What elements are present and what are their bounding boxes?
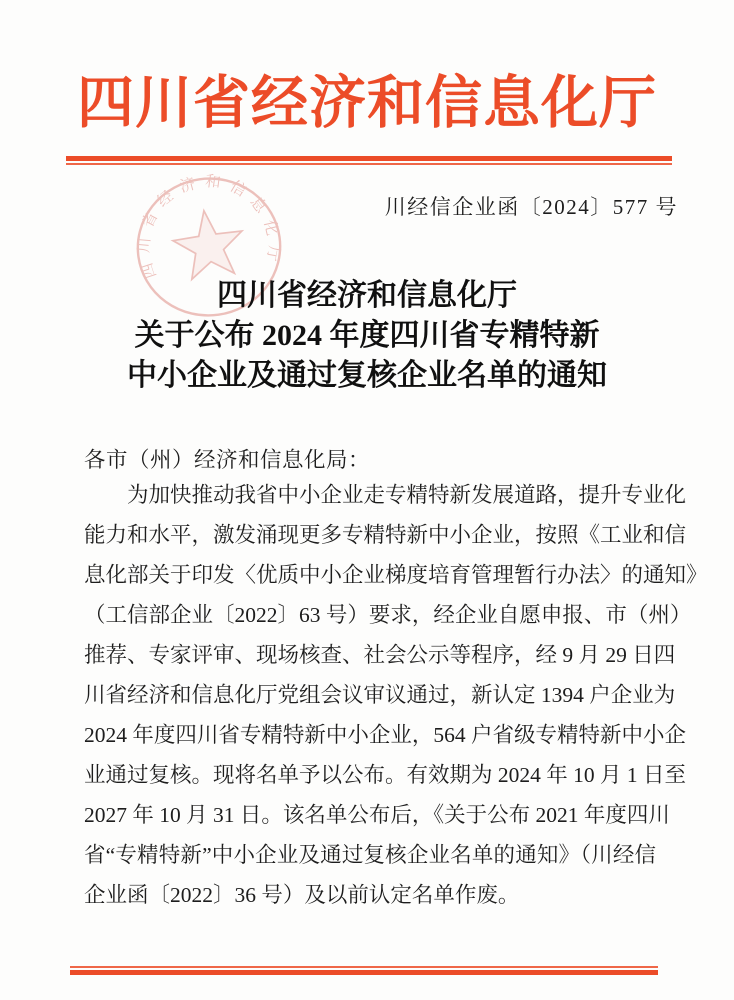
letterhead-divider-thin-line — [66, 163, 672, 165]
star-icon — [169, 206, 247, 281]
body-line: 业通过复核。现将名单予以公布。有效期为 2024 年 10 月 1 日至 — [84, 763, 687, 787]
body-line: 2024 年度四川省专精特新中小企业，564 户省级专精特新中小企 — [84, 723, 687, 747]
body-line: 推荐、专家评审、现场核查、社会公示等程序，经 9 月 29 日四 — [84, 643, 676, 667]
body-line: 息化部关于印发〈优质中小企业梯度培育管理暂行办法〉的通知》 — [84, 563, 708, 587]
salutation: 各市（州）经济和信息化局： — [84, 448, 371, 472]
document-title — [0, 276, 734, 396]
body-line: （工信部企业〔2022〕63 号）要求，经企业自愿申报、市（州） — [84, 603, 692, 627]
body-line: 企业函〔2022〕36 号）及以前认定名单作废。 — [84, 883, 520, 907]
footer-divider-thin-line — [70, 966, 658, 968]
body-line: 能力和水平，激发涌现更多专精特新中小企业，按照《工业和信 — [84, 523, 687, 547]
body-line: 省“专精特新”中小企业及通过复核企业名单的通知》（川经信 — [84, 843, 656, 867]
body-line: 川省经济和信息化厅党组会议审议通过，新认定 1394 户企业为 — [84, 683, 676, 707]
body-line: 2027 年 10 月 31 日。该名单公布后，《关于公布 2021 年度四川 — [84, 803, 670, 827]
agency-letterhead-title: 四川省经济和信息化厅 — [77, 72, 657, 135]
document-title-line: 四川省经济和信息化厅 — [217, 279, 517, 312]
body-paragraph — [84, 475, 708, 915]
seal-arc-text: 四川省经济和信息化厅 — [135, 172, 283, 281]
document-reference-number: 川经信企业函〔2024〕577 号 — [384, 195, 678, 219]
footer-divider — [70, 966, 658, 975]
letterhead-divider — [66, 156, 672, 165]
document-title-line: 中小企业及通过复核企业名单的通知 — [127, 359, 607, 392]
document-title-line: 关于公布 2024 年度四川省专精特新 — [134, 319, 600, 352]
footer-divider-thick-line — [70, 970, 658, 975]
body-line: 为加快推动我省中小企业走专精特新发展道路，提升专业化 — [127, 483, 687, 507]
